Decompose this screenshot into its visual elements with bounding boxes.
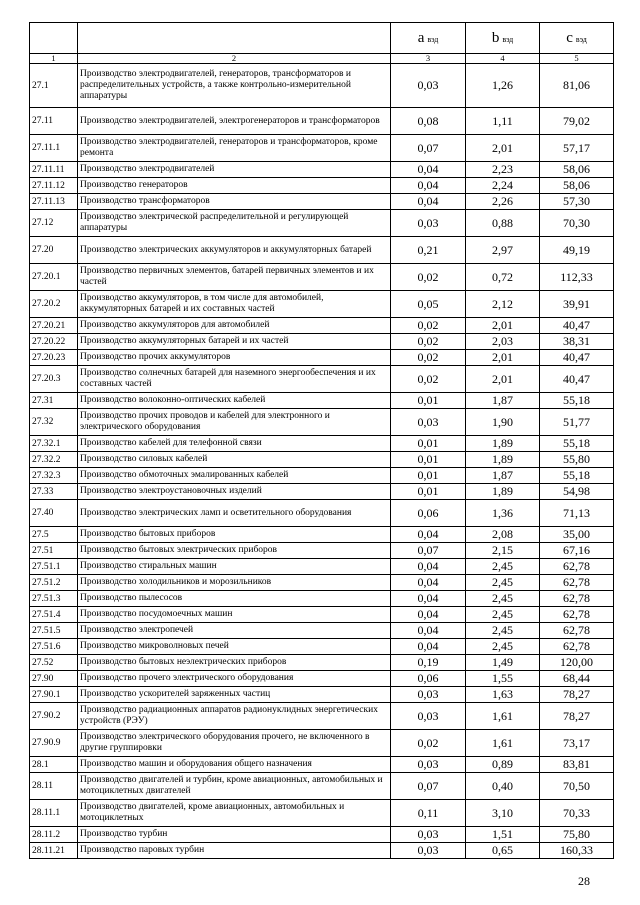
column-number: 1	[30, 54, 78, 64]
row-value-c: 55,18	[540, 436, 614, 452]
row-code: 27.90	[30, 671, 78, 687]
row-code: 28.11.1	[30, 800, 78, 827]
row-value-c: 67,16	[540, 543, 614, 559]
table-row	[30, 468, 614, 484]
table-row	[30, 350, 614, 366]
table-row	[30, 607, 614, 623]
row-value-c: 57,17	[540, 135, 614, 162]
header-c-letter: c	[566, 29, 573, 46]
row-value-b: 0,89	[466, 757, 540, 773]
row-value-b: 0,65	[466, 843, 540, 859]
row-value-b: 2,03	[466, 334, 540, 350]
table-row	[30, 436, 614, 452]
row-value-c: 112,33	[540, 264, 614, 291]
row-value-c: 35,00	[540, 527, 614, 543]
row-code: 27.5	[30, 527, 78, 543]
row-value-a: 0,03	[391, 703, 466, 730]
table-row	[30, 687, 614, 703]
row-code: 27.20.22	[30, 334, 78, 350]
row-value-c: 58,06	[540, 178, 614, 194]
row-code: 27.31	[30, 393, 78, 409]
row-value-c: 40,47	[540, 318, 614, 334]
row-name: Производство первичных элементов, батарей первичных элементов и их частей	[78, 264, 391, 291]
table-row	[30, 264, 614, 291]
row-name: Производство стиральных машин	[78, 559, 391, 575]
row-value-a: 0,02	[391, 318, 466, 334]
row-name: Производство турбин	[78, 827, 391, 843]
row-name: Производство посудомоечных машин	[78, 607, 391, 623]
row-value-b: 1,63	[466, 687, 540, 703]
table-row	[30, 800, 614, 827]
table-row	[30, 162, 614, 178]
row-value-a: 0,02	[391, 264, 466, 291]
row-name: Производство электрического оборудования прочего, не включенного в другие группировки	[78, 730, 391, 757]
row-code: 28.11	[30, 773, 78, 800]
row-value-c: 55,80	[540, 452, 614, 468]
column-number: 3	[391, 54, 466, 64]
table-row	[30, 64, 614, 108]
table-row	[30, 452, 614, 468]
row-value-c: 40,47	[540, 366, 614, 393]
row-value-c: 81,06	[540, 64, 614, 108]
header-a-letter: a	[417, 29, 425, 46]
row-value-b: 2,97	[466, 237, 540, 264]
row-value-a: 0,04	[391, 575, 466, 591]
row-value-b: 2,45	[466, 591, 540, 607]
row-name: Производство прочих проводов и кабелей для электронного и электрического оборудования	[78, 409, 391, 436]
row-value-c: 120,00	[540, 655, 614, 671]
row-code: 27.40	[30, 500, 78, 527]
row-value-b: 2,01	[466, 366, 540, 393]
row-value-a: 0,01	[391, 468, 466, 484]
row-value-b: 1,61	[466, 703, 540, 730]
table-row	[30, 543, 614, 559]
row-code: 27.51.5	[30, 623, 78, 639]
row-code: 27.1	[30, 64, 78, 108]
row-value-b: 1,89	[466, 484, 540, 500]
row-value-a: 0,03	[391, 210, 466, 237]
row-name: Производство аккумуляторных батарей и их частей	[78, 334, 391, 350]
row-value-b: 1,89	[466, 436, 540, 452]
row-name: Производство бытовых электрических приборов	[78, 543, 391, 559]
row-value-c: 54,98	[540, 484, 614, 500]
row-code: 27.51.1	[30, 559, 78, 575]
row-value-c: 62,78	[540, 591, 614, 607]
row-value-b: 1,49	[466, 655, 540, 671]
coefficients-table	[29, 22, 614, 859]
row-code: 27.32.3	[30, 468, 78, 484]
row-name: Производство холодильников и морозильников	[78, 575, 391, 591]
row-name: Производство электродвигателей, электрогенераторов и трансформаторов	[78, 108, 391, 135]
row-value-a: 0,03	[391, 687, 466, 703]
row-value-c: 73,17	[540, 730, 614, 757]
table-row	[30, 730, 614, 757]
row-value-b: 0,72	[466, 264, 540, 291]
page-number: 28	[578, 874, 590, 888]
table-row	[30, 178, 614, 194]
row-value-c: 83,81	[540, 757, 614, 773]
data-table-sheet	[29, 22, 613, 859]
table-row	[30, 135, 614, 162]
table-row	[30, 393, 614, 409]
header-b-letter: b	[491, 29, 500, 46]
row-value-b: 2,01	[466, 318, 540, 334]
table-row	[30, 827, 614, 843]
row-name: Производство волоконно-оптических кабелей	[78, 393, 391, 409]
row-value-a: 0,04	[391, 162, 466, 178]
row-value-c: 49,19	[540, 237, 614, 264]
row-value-c: 39,91	[540, 291, 614, 318]
row-name: Производство силовых кабелей	[78, 452, 391, 468]
row-name: Производство электроустановочных изделий	[78, 484, 391, 500]
table-row	[30, 108, 614, 135]
row-value-c: 51,77	[540, 409, 614, 436]
row-code: 27.11.11	[30, 162, 78, 178]
table-row	[30, 559, 614, 575]
row-code: 27.11.1	[30, 135, 78, 162]
row-value-b: 2,45	[466, 575, 540, 591]
row-name: Производство пылесосов	[78, 591, 391, 607]
row-value-b: 2,45	[466, 623, 540, 639]
table-row	[30, 500, 614, 527]
row-name: Производство паровых турбин	[78, 843, 391, 859]
row-code: 27.90.1	[30, 687, 78, 703]
row-value-a: 0,03	[391, 409, 466, 436]
row-value-c: 40,47	[540, 350, 614, 366]
table-row	[30, 757, 614, 773]
table-row	[30, 843, 614, 859]
row-name: Производство электродвигателей, генераторов, трансформаторов и распределительных устройств, а также контрольно-измерительной аппаратуры	[78, 64, 391, 108]
row-value-c: 58,06	[540, 162, 614, 178]
row-value-c: 62,78	[540, 559, 614, 575]
row-name: Производство двигателей, кроме авиационных, автомобильных и мотоциклетных	[78, 800, 391, 827]
row-name: Производство прочего электрического оборудования	[78, 671, 391, 687]
row-value-a: 0,04	[391, 559, 466, 575]
row-code: 27.20	[30, 237, 78, 264]
row-name: Производство электродвигателей, генераторов и трансформаторов, кроме ремонта	[78, 135, 391, 162]
row-code: 27.20.3	[30, 366, 78, 393]
row-name: Производство электропечей	[78, 623, 391, 639]
row-value-c: 79,02	[540, 108, 614, 135]
row-code: 27.51.6	[30, 639, 78, 655]
header-code	[30, 23, 78, 54]
row-value-b: 1,51	[466, 827, 540, 843]
row-value-a: 0,02	[391, 350, 466, 366]
row-value-a: 0,04	[391, 178, 466, 194]
table-row	[30, 527, 614, 543]
row-value-c: 62,78	[540, 575, 614, 591]
column-number: 5	[540, 54, 614, 64]
header-c-sub: вэд	[575, 34, 587, 44]
row-value-b: 3,10	[466, 800, 540, 827]
table-row	[30, 703, 614, 730]
column-number-row	[30, 54, 614, 64]
row-value-a: 0,04	[391, 527, 466, 543]
row-value-b: 2,23	[466, 162, 540, 178]
row-value-a: 0,01	[391, 436, 466, 452]
row-value-c: 62,78	[540, 639, 614, 655]
row-value-a: 0,02	[391, 334, 466, 350]
row-value-c: 55,18	[540, 468, 614, 484]
row-code: 27.12	[30, 210, 78, 237]
row-value-a: 0,07	[391, 773, 466, 800]
row-name: Производство машин и оборудования общего назначения	[78, 757, 391, 773]
row-value-c: 71,13	[540, 500, 614, 527]
row-name: Производство микроволновых печей	[78, 639, 391, 655]
row-value-b: 1,11	[466, 108, 540, 135]
table-row	[30, 484, 614, 500]
row-code: 27.51.3	[30, 591, 78, 607]
row-code: 27.33	[30, 484, 78, 500]
table-row	[30, 591, 614, 607]
row-code: 27.51.4	[30, 607, 78, 623]
row-code: 27.11	[30, 108, 78, 135]
row-code: 28.1	[30, 757, 78, 773]
row-code: 27.20.1	[30, 264, 78, 291]
row-value-c: 38,31	[540, 334, 614, 350]
row-value-a: 0,06	[391, 500, 466, 527]
table-row	[30, 671, 614, 687]
row-value-b: 2,24	[466, 178, 540, 194]
row-name: Производство электродвигателей	[78, 162, 391, 178]
row-name: Производство кабелей для телефонной связи	[78, 436, 391, 452]
row-value-b: 2,08	[466, 527, 540, 543]
row-code: 28.11.21	[30, 843, 78, 859]
row-value-c: 57,30	[540, 194, 614, 210]
row-value-b: 2,12	[466, 291, 540, 318]
row-value-a: 0,04	[391, 607, 466, 623]
header-a	[391, 23, 466, 54]
row-value-a: 0,03	[391, 757, 466, 773]
row-value-a: 0,05	[391, 291, 466, 318]
table-row	[30, 334, 614, 350]
header-c	[540, 23, 614, 54]
table-row	[30, 210, 614, 237]
row-code: 27.20.23	[30, 350, 78, 366]
row-value-c: 75,80	[540, 827, 614, 843]
row-code: 27.32	[30, 409, 78, 436]
column-number: 2	[78, 54, 391, 64]
row-value-a: 0,11	[391, 800, 466, 827]
row-value-a: 0,03	[391, 843, 466, 859]
row-name: Производство радиационных аппаратов радионуклидных энергетических устройств (РЭУ)	[78, 703, 391, 730]
row-code: 27.51	[30, 543, 78, 559]
row-value-c: 160,33	[540, 843, 614, 859]
table-row	[30, 318, 614, 334]
row-value-c: 78,27	[540, 687, 614, 703]
row-value-c: 70,30	[540, 210, 614, 237]
row-name: Производство прочих аккумуляторов	[78, 350, 391, 366]
table-row	[30, 655, 614, 671]
row-name: Производство электрических ламп и осветительного оборудования	[78, 500, 391, 527]
row-code: 28.11.2	[30, 827, 78, 843]
table-row	[30, 623, 614, 639]
row-value-b: 0,40	[466, 773, 540, 800]
table-row	[30, 409, 614, 436]
table-row	[30, 366, 614, 393]
row-value-a: 0,04	[391, 194, 466, 210]
row-value-a: 0,01	[391, 393, 466, 409]
row-value-c: 55,18	[540, 393, 614, 409]
row-name: Производство солнечных батарей для наземного энергообеспечения и их составных частей	[78, 366, 391, 393]
row-value-a: 0,07	[391, 135, 466, 162]
row-value-b: 2,45	[466, 607, 540, 623]
row-value-c: 70,33	[540, 800, 614, 827]
row-value-b: 2,45	[466, 639, 540, 655]
row-value-a: 0,19	[391, 655, 466, 671]
row-value-a: 0,08	[391, 108, 466, 135]
row-value-b: 1,26	[466, 64, 540, 108]
row-value-b: 1,55	[466, 671, 540, 687]
row-code: 27.11.12	[30, 178, 78, 194]
row-value-b: 2,01	[466, 350, 540, 366]
header-row	[30, 23, 614, 54]
row-value-b: 1,87	[466, 393, 540, 409]
row-code: 27.32.2	[30, 452, 78, 468]
row-value-b: 1,61	[466, 730, 540, 757]
row-value-a: 0,03	[391, 64, 466, 108]
table-row	[30, 575, 614, 591]
row-value-b: 1,87	[466, 468, 540, 484]
row-value-b: 0,88	[466, 210, 540, 237]
row-name: Производство аккумуляторов, в том числе для автомобилей, аккумуляторных батарей и их составных частей	[78, 291, 391, 318]
row-value-c: 62,78	[540, 607, 614, 623]
row-name: Производство трансформаторов	[78, 194, 391, 210]
column-number: 4	[466, 54, 540, 64]
row-value-a: 0,04	[391, 623, 466, 639]
row-name: Производство аккумуляторов для автомобилей	[78, 318, 391, 334]
header-name	[78, 23, 391, 54]
row-name: Производство электрических аккумуляторов и аккумуляторных батарей	[78, 237, 391, 264]
row-value-a: 0,01	[391, 452, 466, 468]
row-value-a: 0,07	[391, 543, 466, 559]
table-row	[30, 237, 614, 264]
row-name: Производство обмоточных эмалированных кабелей	[78, 468, 391, 484]
row-value-b: 2,01	[466, 135, 540, 162]
row-value-a: 0,04	[391, 591, 466, 607]
row-code: 27.51.2	[30, 575, 78, 591]
row-code: 27.20.2	[30, 291, 78, 318]
row-name: Производство генераторов	[78, 178, 391, 194]
row-value-b: 1,89	[466, 452, 540, 468]
row-value-a: 0,03	[391, 827, 466, 843]
table-row	[30, 291, 614, 318]
header-a-sub: вэд	[427, 34, 439, 44]
table-row	[30, 773, 614, 800]
table-row	[30, 194, 614, 210]
row-value-b: 1,36	[466, 500, 540, 527]
row-value-b: 2,26	[466, 194, 540, 210]
row-code: 27.90.2	[30, 703, 78, 730]
row-value-a: 0,01	[391, 484, 466, 500]
row-value-c: 62,78	[540, 623, 614, 639]
row-value-b: 1,90	[466, 409, 540, 436]
row-name: Производство ускорителей заряженных частиц	[78, 687, 391, 703]
row-value-a: 0,02	[391, 366, 466, 393]
row-value-a: 0,02	[391, 730, 466, 757]
row-value-b: 2,45	[466, 559, 540, 575]
row-name: Производство бытовых неэлектрических приборов	[78, 655, 391, 671]
row-value-a: 0,04	[391, 639, 466, 655]
row-code: 27.32.1	[30, 436, 78, 452]
row-value-c: 70,50	[540, 773, 614, 800]
row-value-a: 0,06	[391, 671, 466, 687]
row-code: 27.52	[30, 655, 78, 671]
row-name: Производство электрической распределительной и регулирующей аппаратуры	[78, 210, 391, 237]
row-name: Производство двигателей и турбин, кроме авиационных, автомобильных и мотоциклетных двигателей	[78, 773, 391, 800]
row-code: 27.20.21	[30, 318, 78, 334]
header-b	[466, 23, 540, 54]
row-value-b: 2,15	[466, 543, 540, 559]
row-name: Производство бытовых приборов	[78, 527, 391, 543]
header-b-sub: вэд	[502, 34, 514, 44]
row-value-c: 68,44	[540, 671, 614, 687]
table-row	[30, 639, 614, 655]
row-value-a: 0,21	[391, 237, 466, 264]
row-code: 27.90.9	[30, 730, 78, 757]
row-value-c: 78,27	[540, 703, 614, 730]
row-code: 27.11.13	[30, 194, 78, 210]
